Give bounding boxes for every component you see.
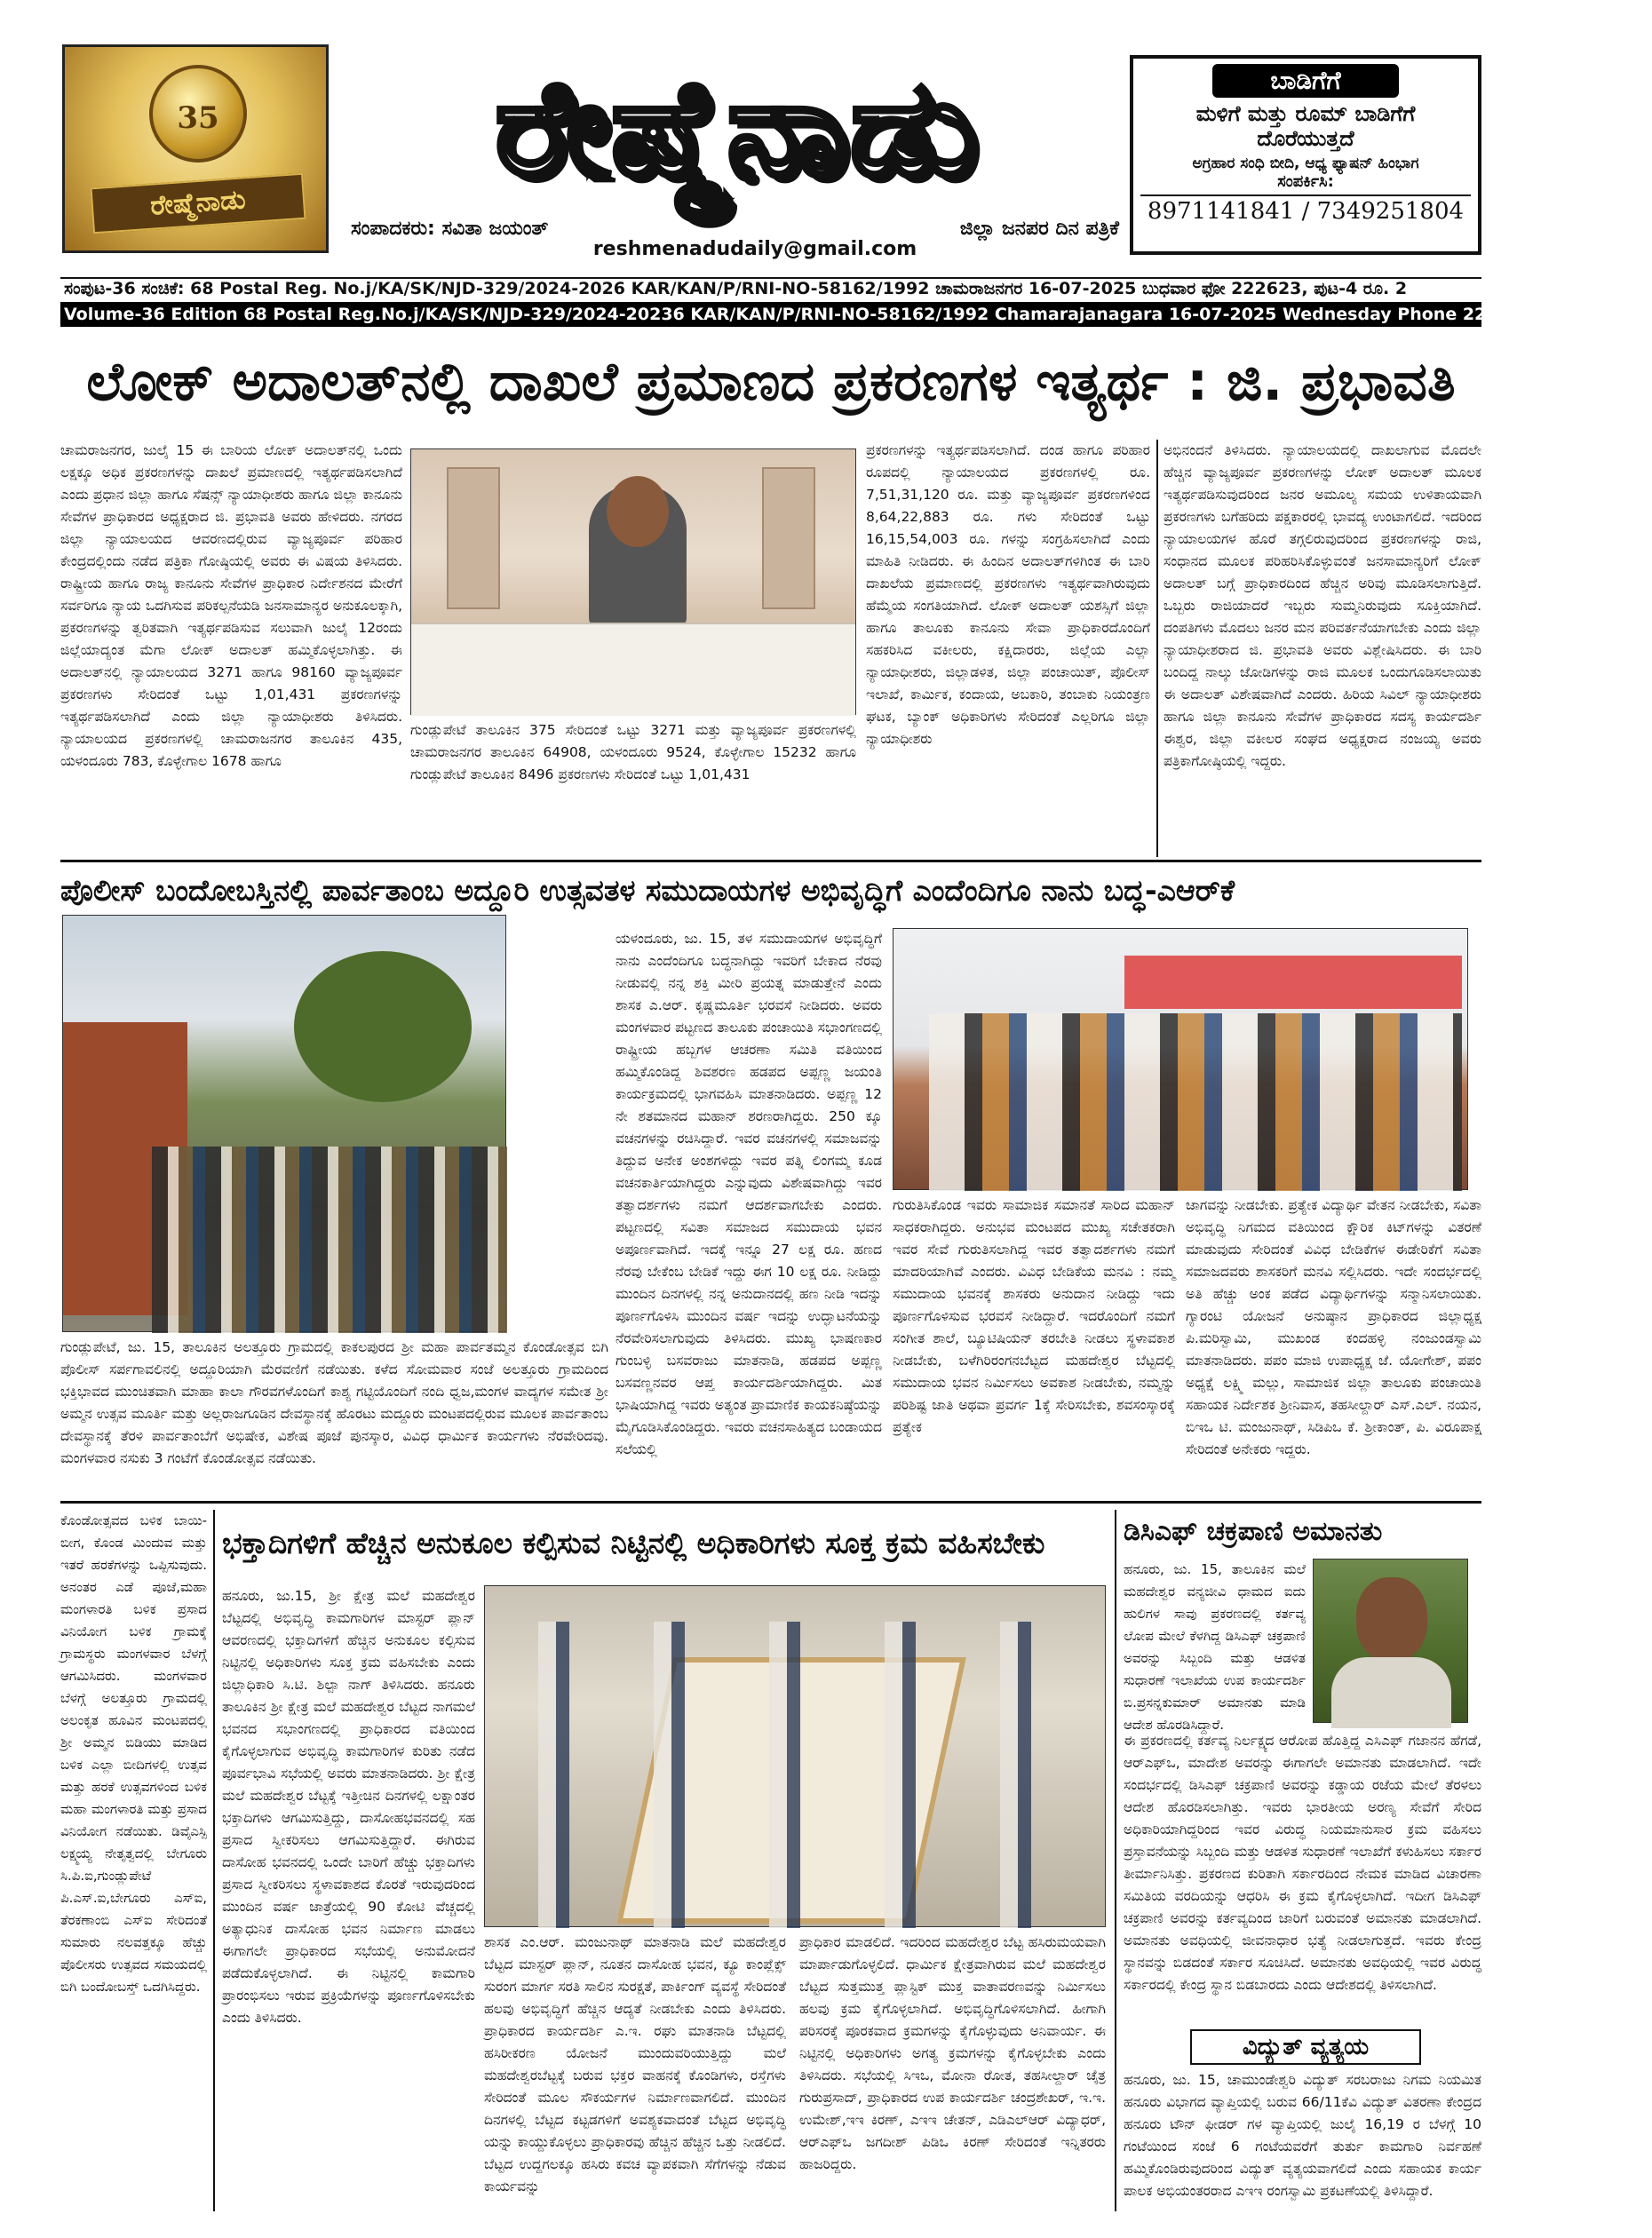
conference-meeting-photo [484, 1585, 1106, 1927]
editor-credit: ಸಂಪಾದಕರು: ಸವಿತಾ ಜಯಂತ್ [351, 218, 549, 240]
anniversary-medal-icon: 35 [149, 65, 247, 163]
dcf-headline: ಡಿಸಿಎಫ್ ಚಕ್ರಪಾಣಿ ಅಮಾನತು [1124, 1516, 1383, 1547]
ad-line: ಸಂಪರ್ಕಿಸಿ: [1277, 172, 1334, 191]
procession-photo [62, 915, 506, 1332]
procession-caption: ಗುಂಡ್ಲುಪೇಟೆ, ಜು. 15, ತಾಲೂಕಿನ ಅಲತ್ತೂರು ಗ್ರಾಮದಲ್ಲಿ ಕಾಕಲಪುರದ ಶ್ರೀ ಮಹಾ ಪಾರ್ವತಮ್ಮನ ಕೊಂಡೋತ್ಸವ ಬಿಗಿ ಪೊಲೀಸ್ ಸರ್ಪಗಾವಲಿನಲ್ಲಿ ಅದ್ದೂರಿಯಾಗಿ ಮೆರವಣಿಗೆ ನಡೆಯಿತು. ಕಳೆದ ಸೋಮವಾರ ಸಂಜೆ ಅಲತ್ತೂರು ಗ್ರಾಮದಿಂದ ಭಕ್ತಿಭಾವದ ಮುಂಚಿತವಾಗಿ ಮಾಹಾ ಕಾಲಾ ಗೌರವಗಳೊಂದಿಗೆ ಕಾಶ್ಯ ಗಟ್ಟಿಯೊಂದಿಗೆ ನಂದಿ ಧ್ವಜ,ಮಂಗಳ ವಾದ್ಯಗಳ ಸಮೇತ ಶ್ರೀ ಅಮ್ಮನ ಉತ್ಸವ ಮೂರ್ತಿ ಮತ್ತು ಅಲ್ಲರಾಜಗೂಡಿನ ದೇವಸ್ಥಾನಕ್ಕೆ ಹೊರಟು ಮದ್ದೂರು ಮಂಟಪದಲ್ಲಿರುವ ಮೂಲಕ ಪಾರ್ವತಾಂಬ ದೇವಸ್ಥಾನಕ್ಕೆ ತೆರಳಿ ಪಾರ್ವತಾಂಬೆಗೆ ಅಭಿಷೇಕ, ವಿಶೇಷ ಪೂಜೆ ಪುನಸ್ಕಾರ, ವಿವಿಧ ಧಾರ್ಮಿಕ ಕಾರ್ಯಗಳು ನೆರವೇರಿದವು. ಮಂಗಳವಾರ ನಸುಕು 3 ಗಂಟೆಗೆ ಕೊಂಡೋತ್ಸವ ನಡೆಯಿತು. [60, 1339, 608, 1466]
lead-story-photo [410, 448, 856, 715]
community-story-col3: ಜಾಗವನ್ನು ನೀಡಬೇಕು. ಪ್ರತ್ಯೇಕ ವಿದ್ಯಾರ್ಥಿ ವೇತನ ನೀಡಬೇಕು, ಸವಿತಾ ಅಭಿವೃದ್ಧಿ ನಿಗಮದ ವತಿಯಿಂದ ಕ್ಷೌರಿಕ ಕಿಟ್‌ಗಳನ್ನು ವಿತರಣೆ ಮಾಡುವುದು ಸೇರಿದಂತೆ ವಿವಿಧ ಬೇಡಿಕೆಗಳ ಈಡೇರಿಕೆಗೆ ಸವಿತಾ ಸಮಾಜದವರು ಶಾಸಕರಿಗೆ ಮನವಿ ಸಲ್ಲಿಸಿದರು. ಇದೇ ಸಂದರ್ಭದಲ್ಲಿ ಅತಿ ಹೆಚ್ಚು ಅಂಕ ಪಡೆದ ವಿದ್ಯಾರ್ಥಿಗಳನ್ನು ಸನ್ಮಾನಿಸಲಾಯಿತು. ಗ್ಯಾರಂಟಿ ಯೋಜನೆ ಅನುಷ್ಠಾನ ಪ್ರಾಧಿಕಾರದ ಜಿಲ್ಲಾಧ್ಯಕ್ಷ ಪಿ.ಮರಿಸ್ವಾಮಿ, ಮುಖಂಡ ಕಂದಹಳ್ಳಿ ನಂಜುಂಡಸ್ವಾಮಿ ಮಾತನಾಡಿದರು. ಪಪಂ ಮಾಜಿ ಉಪಾಧ್ಯಕ್ಷ ಜೆ. ಯೋಗೇಶ್, ಪಪಂ ಅಧ್ಯಕ್ಷೆ ಲಕ್ಷ್ಮಿ ಮಲ್ಲು, ಸಾಮಾಜಿಕ ಜಿಲ್ಲಾ ತಾಲೂಕು ಪಂಚಾಯಿತಿ ಸಹಾಯಕ ನಿರ್ದೇಶಕ ಶ್ರೀನಿವಾಸ, ತಹಸೀಲ್ದಾರ್ ಎಸ್.ಎಲ್. ನಯನ, ಬಿಇಒ ಟಿ. ಮಂಜುನಾಥ್, ಸಿಡಿಪಿಒ ಕೆ. ಶ್ರೀಕಾಂತ್, ಪಿ. ವಿರೂಪಾಕ್ಷ ಸೇರಿದಂತೆ ಅನೇಕರು ಇದ್ದರು. [1186, 1197, 1481, 1457]
ad-line: ಮಳಿಗೆ ಮತ್ತು ರೂಮ್ ಬಾಡಿಗೆಗೆ [1195, 101, 1416, 126]
lead-story-col4: ಅಭಿನಂದನೆ ತಿಳಿಸಿದರು. ನ್ಯಾಯಾಲಯದಲ್ಲಿ ದಾಖಲಾಗುವ ಮೊದಲೇ ಹೆಚ್ಚಿನ ವ್ಯಾಜ್ಯಪೂರ್ವ ಪ್ರಕರಣಗಳನ್ನು ಲೋಕ್ ಅದಾಲತ್ ಮೂಲಕ ಇತ್ಯರ್ಥಪಡಿಸುವುದರಿಂದ ಜನರ ಅಮೂಲ್ಯ ಸಮಯ ಉಳಿತಾಯವಾಗಿ ಪ್ರಕರಣಗಳು ಬಗೆಹರಿದು ಪಕ್ಷಕಾರರಲ್ಲಿ ಭಾವದ್ಯ ಉಂಟಾಗಲಿದೆ. ಇದರಿಂದ ನ್ಯಾಯಾಲಯಗಳ ಹೊರೆ ತಗ್ಗಲಿರುವುದರಿಂದ ಪ್ರಕರಣಗಳನ್ನು ರಾಜಿ, ಸಂಧಾನದ ಮೂಲಕ ಪರಿಹರಿಸಿಕೊಳ್ಳುವಂತೆ ಜನಸಾಮಾನ್ಯರಿಗೆ ಲೋಕ್ ಅದಾಲತ್ ಬಗ್ಗೆ ಪ್ರಾಧಿಕಾರದಿಂದ ಹೆಚ್ಚಿನ ಅರಿವು ಮೂಡಿಸಲಾಗುತ್ತಿದೆ. ಒಬ್ಬರು ರಾಜಿಯಾದರೆ ಇಬ್ಬರು ಸುಮ್ಮನಿರುವುದು ಸೂಕ್ತಿಯಾಗಿದೆ. ದಂಪತಿಗಳು ಮೊದಲು ಜನರ ಮನ ಪರಿವರ್ತನೆಯಾಗಬೇಕು ಎಂದು ಜಿಲ್ಲಾ ನ್ಯಾಯಾಧೀಶರಾದ ಜಿ. ಪ್ರಭಾವತಿ ಅವರು ವಿಶ್ಲೇಷಿಸಿದರು. ಈ ಬಾರಿ ಬಂದಿದ್ದ ನಾಲ್ಕು ಜೋಡಿಗಳನ್ನು ರಾಜಿ ಮೂಲಕ ಒಂದುಗೂಡಿಸಲಾಯಿತು ಈ ಅದಾಲತ್ ವಿಶೇಷವಾಗಿದೆ ಎಂದರು. ಹಿರಿಯ ಸಿವಿಲ್ ನ್ಯಾಯಾಧೀಶರು ಹಾಗೂ ಜಿಲ್ಲಾ ಕಾನೂನು ಸೇವೆಗಳ ಪ್ರಾಧಿಕಾರದ ಸದಸ್ಯ ಕಾರ್ಯದರ್ಶಿ ಈಶ್ವರ, ಜಿಲ್ಲಾ ವಕೀಲರ ಸಂಘದ ಅಧ್ಯಕ್ಷರಾದ ನಂಜಯ್ಯ ಅವರು ಪತ್ರಿಕಾಗೋಷ್ಠಿಯಲ್ಲಿ ಇದ್ದರು. [1164, 442, 1481, 769]
ad-title: ಬಾಡಿಗೆಗೆ [1212, 64, 1399, 98]
lead-headline: ಲೋಕ್ ಅದಾಲತ್‌ನಲ್ಲಿ ದಾಖಲೆ ಪ್ರಮಾಣದ ಪ್ರಕರಣಗಳ ಇತ್ಯರ್ಥ : ಜಿ. ಪ್ರಭಾವತಿ [86, 351, 1456, 413]
community-headline: ತಳ ಸಮುದಾಯಗಳ ಅಭಿವೃದ್ಧಿಗೆ ಎಂದೆಂದಿಗೂ ನಾನು ಬದ್ಧ-ಎಆರ್‌ಕೆ [604, 873, 1235, 908]
lead-photo-caption: ಗುಂಡ್ಲುಪೇಟೆ ತಾಲೂಕಿನ 375 ಸೇರಿದಂತೆ ಒಟ್ಟು 3271 ಮತ್ತು ವ್ಯಾಜ್ಯಪೂರ್ವ ಪ್ರಕರಣಗಳಲ್ಲಿ ಚಾಮರಾಜನಗರ ತಾಲೂಕಿನ 64908, ಯಳಂದೂರು 9524, ಕೊಳ್ಳೇಗಾಲ 15232 ಹಾಗೂ ಗುಂಡ್ಲುಪೇಟೆ ತಾಲೂಕಿನ 8496 ಪ್ರಕರಣಗಳು ಸೇರಿದಂತೆ ಒಟ್ಟು 1,01,431 [410, 722, 856, 782]
community-story-col1: ಯಳಂದೂರು, ಜು. 15, ತಳ ಸಮುದಾಯಗಳ ಅಭಿವೃದ್ಧಿಗೆ ನಾನು ಎಂದೆಂದಿಗೂ ಬದ್ಧನಾಗಿದ್ದು ಇವರಿಗೆ ಬೇಕಾದ ನೆರವು ನೀಡುವಲ್ಲಿ ನನ್ನ ಶಕ್ತಿ ಮೀರಿ ಪ್ರಯತ್ನ ಮಾಡುತ್ತೇನೆ ಎಂದು ಶಾಸಕ ಎ.ಆರ್. ಕೃಷ್ಣಮೂರ್ತಿ ಭರವಸೆ ನೀಡಿದರು. ಅವರು ಮಂಗಳವಾರ ಪಟ್ಟಣದ ತಾಲೂಕು ಪಂಚಾಯಿತಿ ಸಭಾಂಗಣದಲ್ಲಿ ರಾಷ್ಟ್ರೀಯ ಹಬ್ಬಗಳ ಆಚರಣಾ ಸಮಿತಿ ವತಿಯಿಂದ ಹಮ್ಮಿಕೊಂಡಿದ್ದ ಶಿವಶರಣ ಹಡಪದ ಅಪ್ಪಣ್ಣ ಜಯಂತಿ ಕಾರ್ಯಕ್ರಮದಲ್ಲಿ ಭಾಗವಹಿಸಿ ಮಾತನಾಡಿದರು. ಅಪ್ಪಣ್ಣ 12 ನೇ ಶತಮಾನದ ಮಹಾನ್ ಶರಣರಾಗಿದ್ದರು. 250 ಕ್ಕೂ ವಚನಗಳನ್ನು ರಚಿಸಿದ್ದಾರೆ. ಇವರ ವಚನಗಳಲ್ಲಿ ಸಮಾಜವನ್ನು ತಿದ್ದುವ ಅನೇಕ ಅಂಶಗಳಿದ್ದು ಇವರ ಪತ್ನಿ ಲಿಂಗಮ್ಮ ಕೂಡ ವಚನಕಾರ್ತಿಯಾಗಿದ್ದರು ಎನ್ನುವುದು ವಿಶೇಷವಾಗಿದ್ದು ಇವರ ತತ್ವಾದರ್ಶಗಳು ನಮಗೆ ಆದರ್ಶವಾಗಬೇಕು ಎಂದರು. ಪಟ್ಟಣದಲ್ಲಿ ಸವಿತಾ ಸಮಾಜದ ಸಮುದಾಯ ಭವನ ಅಪೂರ್ಣವಾಗಿದೆ. ಇದಕ್ಕೆ ಇನ್ನೂ 27 ಲಕ್ಷ ರೂ. ಹಣದ ನೆರವು ಬೇಕೆಂಬ ಬೇಡಿಕೆ ಇದ್ದು ಈಗ 10 ಲಕ್ಷ ರೂ. ನೀಡಿದ್ದು ಮುಂದಿನ ದಿನಗಳಲ್ಲಿ ನನ್ನ ಅನುದಾನದಲ್ಲಿ ಹಣ ನೀಡಿ ಇದನ್ನು ಪೂರ್ಣಗೊಳಿಸಿ ಮುಂದಿನ ವರ್ಷ ಇದನ್ನು ಉದ್ಘಾಟನೆಯನ್ನು ನೆರವೇರಿಸಲಾಗುವುದು ತಿಳಿಸಿದರು. ಮುಖ್ಯ ಭಾಷಣಕಾರ ಗುಂಬಳ್ಳಿ ಬಸವರಾಜು ಮಾತನಾಡಿ, ಹಡಪದ ಅಪ್ಪಣ್ಣ ಬಸವಣ್ಣನವರ ಆಪ್ತ ಕಾರ್ಯದರ್ಶಿಯಾಗಿದ್ದರು. ಮಿತ ಭಾಷಿಯಾಗಿದ್ದ ಇವರು ಅತ್ಯಂತ ಪ್ರಾಮಾಣಿಕ ಕಾಯಕನಿಷ್ಠೆಯನ್ನು ಮೈಗೂಡಿಸಿಕೊಂಡಿದ್ದರು. ಇವರು ವಚನಸಾಹಿತ್ಯದ ಬಂಡಾಯದ ಸಲೆಯಲ್ಲಿ [616, 931, 882, 1457]
logo-banner: ರೇಷ್ಮೆನಾಡು [90, 173, 306, 234]
column-divider [1156, 440, 1158, 857]
devotees-story-col3: ಪ್ರಾಧಿಕಾರ ಮಾಡಲಿದೆ. ಇದರಿಂದ ಮಹದೇಶ್ವರ ಬೆಟ್ಟ ಹಸಿರುಮಯವಾಗಿ ಮಾರ್ಪಾಡುಗೊಳ್ಳಲಿದೆ. ಧಾರ್ಮಿಕ ಕ್ಷೇತ್ರವಾಗಿರುವ ಮಲೆ ಮಹದೇಶ್ವರ ಬೆಟ್ಟದ ಸುತ್ತಮುತ್ತ ಪ್ಲಾಸ್ಟಿಕ್ ಮುಕ್ತ ವಾತಾವರಣವನ್ನು ನಿರ್ಮಿಸಲು ಹಲವು ಕ್ರಮ ಕೈಗೊಳ್ಳಲಾಗಿದೆ. ಅಭಿವೃದ್ಧಿಗೊಳಿಸಲಾಗಿದೆ. ಹೀಗಾಗಿ ಪರಿಸರಕ್ಕೆ ಪೂರಕವಾದ ಕ್ರಮಗಳನ್ನು ಕೈಗೊಳ್ಳುವುದು ಅನಿವಾರ್ಯ. ಈ ನಿಟ್ಟಿನಲ್ಲಿ ಅಧಿಕಾರಿಗಳು ಅಗತ್ಯ ಕ್ರಮಗಳನ್ನು ಕೈಗೊಳ್ಳಬೇಕು ಎಂದು ತಿಳಿಸಿದರು. ಸಭೆಯಲ್ಲಿ ಸಿಇಒ, ಮೋನಾ ರೋತ, ತಹಸೀಲ್ದಾರ್ ಚೈತ್ರ ಗುರುಪ್ರಸಾದ್, ಪ್ರಾಧಿಕಾರದ ಉಪ ಕಾರ್ಯದರ್ಶಿ ಚಂದ್ರಶೇಖರ್, ಇ.ಇ. ಉಮೇಶ್,ಇಇ ಕಿರಣ್, ಎಇಇ ಚೇತನ್, ಎಡಿಎಲ್‌ಆರ್ ವಿದ್ಯಾಧರ್, ಆರ್‌ಎಫ್‌ಒ ಜಗದೀಶ್ ಪಿಡಿಒ ಕಿರಣ್ ಸೇರಿದಂತೆ ಇನ್ನಿತರರು ಹಾಜರಿದ್ದರು. [799, 1934, 1106, 2172]
paper-email: reshmenadudaily@gmail.com [592, 238, 917, 260]
festival-continuation: ಕೊಂಡೋತ್ಸವದ ಬಳಿಕ ಬಾಯಿ-ಬೀಗ, ಕೊಂಡ ಮಿಂದುವ ಮತ್ತು ಇತರೆ ಹರಕೆಗಳನ್ನು ಒಪ್ಪಿಸುವುದು. ಅನಂತರ ಎಡೆ ಪೂಜೆ,ಮಹಾ ಮಂಗಳಾರತಿ ಬಳಿಕ ಪ್ರಸಾದ ವಿನಿಯೋಗ ಬಳಿಕ ಗ್ರಾಮಕ್ಕೆ ಗ್ರಾಮಸ್ಥರು ಮಂಗಳವಾರ ಬೆಳಗ್ಗೆ ಆಗಮಿಸಿದರು. ಮಂಗಳವಾರ ಬೆಳಗ್ಗೆ ಅಲತ್ತೂರು ಗ್ರಾಮದಲ್ಲಿ ಅಲಂಕೃತ ಹೂವಿನ ಮಂಟಪದಲ್ಲಿ ಶ್ರೀ ಅಮ್ಮನ ಬಿಡಿಯು ಮಾಡಿದ ಬಳಿಕ ಎಲ್ಲಾ ಬೀದಿಗಳಲ್ಲಿ ಉತ್ಸವ ಮತ್ತು ಹರಕೆ ಉತ್ಸವಗಳಿಂದ ಬಳಿಕ ಮಹಾ ಮಂಗಳಾರತಿ ಮತ್ತು ಪ್ರಸಾದ ವಿನಿಯೋಗ ನಡೆಯಿತು. ಡಿವೈಎಸ್ಪಿ ಲಕ್ಷ್ಮಯ್ಯ ನೇತೃತ್ವದಲ್ಲಿ ಬೇಗೂರು ಸಿ.ಪಿ.ಐ,ಗುಂಡ್ಲುಪೇಟೆ ಪಿ.ಎಸ್.ಐ,ಬೇಗೂರು ಎಸ್‌ಐ, ತೆರಕಣಾಂಬಿ ಎಸ್‌ಐ ಸೇರಿದಂತೆ ಸುಮಾರು ನಲವತ್ತಕ್ಕೂ ಹೆಚ್ಚು ಪೊಲೀಸರು ಉತ್ಸವದ ಸಮಯದಲ್ಲಿ ಬಿಗಿ ಬಂದೋಬಸ್ತ್ ಒದಗಿಸಿದ್ದರು. [60, 1512, 207, 1995]
ad-line: ಅಗ್ರಹಾರ ಸಂಧಿ ಬೀದಿ, ಆಧ್ಯ ಫ್ಯಾಷನ್ ಹಿಂಭಾಗ [1192, 155, 1419, 172]
newspaper-logo [62, 44, 329, 253]
power-cut-story: ಹನೂರು, ಜು. 15, ಚಾಮುಂಡೇಶ್ವರಿ ವಿದ್ಯುತ್ ಸರಬರಾಜು ನಿಗಮ ನಿಯಮಿತ ಹನೂರು ವಿಭಾಗದ ವ್ಯಾಪ್ತಿಯಲ್ಲಿ ಬರುವ 66/11ಕೆವಿ ವಿದ್ಯುತ್ ವಿತರಣಾ ಕೇಂದ್ರದ ಹನೂರು ಟೌನ್ ಫೀಡರ್ ಗಳ ವ್ಯಾಪ್ತಿಯಲ್ಲಿ ಜುಲೈ 16,19 ರ ಬೆಳಗ್ಗೆ 10 ಗಂಟೆಯಿಂದ ಸಂಜೆ 6 ಗಂಟೆಯವರೆಗೆ ತುರ್ತು ಕಾಮಗಾರಿ ನಿರ್ವಹಣೆ ಹಮ್ಮಿಕೊಂಡಿರುವುದರಿಂದ ವಿದ್ಯುತ್ ವ್ಯತ್ಯಯವಾಗಲಿದೆ ಎಂದು ಸಹಾಯಕ ಕಾರ್ಯ ಪಾಲಕ ಅಭಿಯಂತರರಾದ ಎಇಇ ರಂಗಸ್ವಾಮಿ ಪ್ರಕಟಣೆಯಲ್ಲಿ ತಿಳಿಸಿದ್ದಾರೆ. [1124, 2072, 1481, 2199]
lead-story-col3: ಪ್ರಕರಣಗಳನ್ನು ಇತ್ಯರ್ಥಪಡಿಸಲಾಗಿದೆ. ದಂಡ ಹಾಗೂ ಪರಿಹಾರ ರೂಪದಲ್ಲಿ ನ್ಯಾಯಾಲಯದ ಪ್ರಕರಣಗಳಲ್ಲಿ ರೂ. 7,51,31,120 ರೂ. ಮತ್ತು ವ್ಯಾಜ್ಯಪೂರ್ವ ಪ್ರಕರಣಗಳಿಂದ 8,64,22,883 ರೂ. ಗಳು ಸೇರಿದಂತೆ ಒಟ್ಟು 16,15,54,003 ರೂ. ಗಳನ್ನು ಸಂಗ್ರಹಿಸಲಾಗಿದೆ ಎಂದು ಮಾಹಿತಿ ನೀಡಿದರು. ಈ ಹಿಂದಿನ ಅದಾಲತ್‌ಗಳಿಗಿಂತ ಈ ಬಾರಿ ದಾಖಲೆಯ ಪ್ರಮಾಣದಲ್ಲಿ ಪ್ರಕರಣಗಳು ಇತ್ಯರ್ಥವಾಗಿರುವುದು ಹೆಮ್ಮೆಯ ಸಂಗತಿಯಾಗಿದೆ. ಲೋಕ್ ಅದಾಲತ್ ಯಶಸ್ಸಿಗೆ ಜಿಲ್ಲಾ ಹಾಗೂ ತಾಲೂಕು ಕಾನೂನು ಸೇವಾ ಪ್ರಾಧಿಕಾರದೊಂದಿಗೆ ಸಹಕರಿಸಿದ ವಕೀಲರು, ಕಕ್ಷಿದಾರರು, ಜಿಲ್ಲೆಯ ಎಲ್ಲಾ ನ್ಯಾಯಾಧೀಶರು, ಜಿಲ್ಲಾಡಳಿತ, ಜಿಲ್ಲಾ ಪಂಚಾಯಿತ್, ಪೊಲೀಸ್ ಇಲಾಖೆ, ಕಾರ್ಮಿಕ, ಕಂದಾಯ, ಅಬಕಾರಿ, ತಂಬಾಕು ನಿಯಂತ್ರಣ ಘಟಕ, ಬ್ಯಾಂಕ್ ಅಧಿಕಾರಿಗಳು ಸೇರಿದಂತೆ ಎಲ್ಲರಿಗೂ ಜಿಲ್ಲಾ ನ್ಯಾಯಾಧೀಶರು [866, 442, 1150, 747]
ad-phone-numbers: 8971141841 / 7349251804 [1140, 194, 1471, 225]
devotees-story-col1: ಹನೂರು, ಜು.15, ಶ್ರೀ ಕ್ಷೇತ್ರ ಮಲೆ ಮಹದೇಶ್ವರ ಬೆಟ್ಟದಲ್ಲಿ ಅಭಿವೃದ್ಧಿ ಕಾಮಗಾರಿಗಳ ಮಾಸ್ಟರ್ ಪ್ಲಾನ್ ಆವರಣದಲ್ಲಿ ಭಕ್ತಾದಿಗಳಿಗೆ ಹೆಚ್ಚಿನ ಅನುಕೂಲ ಕಲ್ಪಿಸುವ ನಿಟ್ಟಿನಲ್ಲಿ ಅಧಿಕಾರಿಗಳು ಸೂಕ್ತ ಕ್ರಮ ವಹಿಸಬೇಕು ಎಂದು ಜಿಲ್ಲಾಧಿಕಾರಿ ಸಿ.ಟಿ. ಶಿಲ್ಪಾ ನಾಗ್ ತಿಳಿಸಿದರು. ಹನೂರು ತಾಲೂಕಿನ ಶ್ರೀ ಕ್ಷೇತ್ರ ಮಲೆ ಮಹದೇಶ್ವರ ಬೆಟ್ಟದ ನಾಗಮಲೆ ಭವನದ ಸಭಾಂಗಣದಲ್ಲಿ ಪ್ರಾಧಿಕಾರದ ವತಿಯಿಂದ ಕೈಗೊಳ್ಳಲಾಗುವ ಅಭಿವೃದ್ಧಿ ಕಾಮಗಾರಿಗಳ ಕುರಿತು ನಡೆದ ಪೂರ್ವಭಾವಿ ಸಭೆಯಲ್ಲಿ ಅವರು ಮಾತನಾಡಿದರು. ಶ್ರೀ ಕ್ಷೇತ್ರ ಮಲೆ ಮಹದೇಶ್ವರ ಬೆಟ್ಟಕ್ಕೆ ಇತ್ತೀಚಿನ ದಿನಗಳಲ್ಲಿ ಲಕ್ಷಾಂತರ ಭಕ್ತಾದಿಗಳು ಆಗಮಿಸುತ್ತಿದ್ದು, ದಾಸೋಹಭವನದಲ್ಲಿ ಸಹ ಪ್ರಸಾದ ಸ್ವೀಕರಿಸಲು ಆಗಮಿಸುತ್ತಿದ್ದಾರೆ. ಈಗಿರುವ ದಾಸೋಹ ಭವನದಲ್ಲಿ ಒಂದೇ ಬಾರಿಗೆ ಹೆಚ್ಚು ಭಕ್ತಾದಿಗಳು ಪ್ರಸಾದ ಸ್ವೀಕರಿಸಲು ಸ್ಥಳಾವಕಾಶದ ಕೊರತೆ ಇರುವುದರಿಂದ ಮುಂದಿನ ವರ್ಷ ಜಾತ್ರೆಯಲ್ಲಿ 90 ಕೋಟಿ ವೆಚ್ಚದಲ್ಲಿ ಅತ್ಯಾಧುನಿಕ ದಾಸೋಹ ಭವನ ನಿರ್ಮಾಣ ಮಾಡಲು ಈಗಾಗಲೇ ಪ್ರಾಧಿಕಾರದ ಸಭೆಯಲ್ಲಿ ಅನುಮೋದನೆ ಪಡೆದುಕೊಳ್ಳಲಾಗಿದೆ. ಈ ನಿಟ್ಟಿನಲ್ಲಿ ಕಾಮಗಾರಿ ಪ್ರಾರಂಭಿಸಲು ಇರುವ ಪ್ರಕ್ರಿಯೆಗಳನ್ನು ಪೂರ್ಣಗೊಳಿಸಬೇಕು ಎಂದು ತಿಳಿಸಿದರು. [222, 1588, 475, 2026]
newspaper-title: ರೇಷ್ಮೆನಾಡು [495, 52, 980, 206]
power-cut-headline: ವಿದ್ಯುತ್ ವ್ಯತ್ಯಯ [1190, 2029, 1421, 2065]
issue-info-english: Volume-36 Edition 68 Postal Reg.No.j/KA/SK/NJD-329/2024-20236 KAR/KAN/P/RNI-NO-58162/1992 Chamarajanagara 16-07-2025 Wednesday Phone 222623 Page-4 Rs.2 [60, 302, 1481, 327]
column-divider [1115, 1510, 1116, 2211]
procession-headline: ಪೊಲೀಸ್ ಬಂದೋಬಸ್ತಿನಲ್ಲಿ ಪಾರ್ವತಾಂಬ ಅದ್ದೂರಿ ಉತ್ಸವ [60, 873, 604, 908]
ad-line: ದೊರೆಯುತ್ತದೆ [1257, 126, 1354, 151]
dcf-story-top: ಹನೂರು, ಜು. 15, ತಾಲೂಕಿನ ಮಲೆ ಮಹದೇಶ್ವರ ವನ್ಯಜೀವಿ ಧಾಮದ ಐದು ಹುಲಿಗಳ ಸಾವು ಪ್ರಕರಣದಲ್ಲಿ ಕರ್ತವ್ಯ ಲೋಪ ಮೇಲೆ ಕೆಳಗಿದ್ದ ಡಿಸಿಎಫ್ ಚಕ್ರಪಾಣಿ ಅವರನ್ನು ಸಿಬ್ಬಂದಿ ಮತ್ತು ಆಡಳಿತ ಸುಧಾರಣೆ ಇಲಾಖೆಯ ಉಪ ಕಾರ್ಯದರ್ಶಿ ಬಿ.ಪ್ರಸನ್ನಕುಮಾರ್ ಅಮಾನತು ಮಾಡಿ ಆದೇಶ ಹೊರಡಿಸಿದ್ದಾರೆ. [1124, 1561, 1306, 1733]
dcf-story-bottom: ಈ ಪ್ರಕರಣದಲ್ಲಿ ಕರ್ತವ್ಯ ನಿರ್ಲಕ್ಷ್ಯದ ಆರೋಪ ಹೊತ್ತಿದ್ದ ಎಸಿಎಫ್ ಗಜಾನನ ಹೆಗಡೆ, ಆರ್‌ಎಫ್‌ಒ, ಮಾದೇಶ ಅವರನ್ನು ಈಗಾಗಲೇ ಅಮಾನತು ಮಾಡಲಾಗಿದೆ. ಇದೇ ಸಂದರ್ಭದಲ್ಲಿ ಡಿಸಿಎಫ್ ಚಕ್ರಪಾಣಿ ಅವರನ್ನು ಕಡ್ಡಾಯ ರಜೆಯ ಮೇಲೆ ತೆರಳಲು ಆದೇಶ ಹೊರಡಿಸಲಾಗಿತ್ತು. ಇವರು ಭಾರತೀಯ ಅರಣ್ಯ ಸೇವೆಗೆ ಸೇರಿದ ಅಧಿಕಾರಿಯಾಗಿದ್ದರಿಂದ ಇವರ ವಿರುದ್ಧ ನಿಯಮಾನುಸಾರ ಕ್ರಮ ವಹಿಸಲು ಪ್ರಸ್ತಾವನೆಯನ್ನು ಸಿಬ್ಬಂದಿ ಮತ್ತು ಆಡಳಿತ ಸುಧಾರಣೆ ಇಲಾಖೆಗೆ ಕಳುಹಿಸಲು ಸರ್ಕಾರ ತೀರ್ಮಾನಿಸಿತ್ತು. ಪ್ರಕರಣದ ಕುರಿತಾಗಿ ಸರ್ಕಾರದಿಂದ ನೇಮಕ ಮಾಡಿದ ವಿಚಾರಣಾ ಸಮಿತಿಯ ವರದಿಯನ್ನು ಆಧರಿಸಿ ಈ ಕ್ರಮ ಕೈಗೊಳ್ಳಲಾಗಿದೆ. ಇದೀಗ ಡಿಸಿಎಫ್ ಚಕ್ರಪಾಣಿ ಅವರನ್ನು ಕರ್ತವ್ಯದಿಂದ ಜಾರಿಗೆ ಬರುವಂತೆ ಅಮಾನತು ಮಾಡಲಾಗಿದೆ. ಅಮಾನತು ಅವಧಿಯಲ್ಲಿ ಜೀವನಾಧಾರ ಭತ್ಯೆ ನೀಡಲಾಗುತ್ತದೆ. ಇವರು ಕೇಂದ್ರ ಸ್ಥಾನವನ್ನು ಬಿಡದಂತೆ ಸರ್ಕಾರ ಸೂಚಿಸಿದೆ. ಅಮಾನತು ಅವಧಿಯಲ್ಲಿ ಇವರ ವಿರುದ್ಧ ಸರ್ಕಾರದಲ್ಲಿ ಕೇಂದ್ರ ಸ್ಥಾನ ಬಿಡಬಾರದು ಎಂದು ಆದೇಶದಲ್ಲಿ ತಿಳಿಸಲಾಗಿದೆ. [1124, 1733, 1481, 1993]
paper-tagline: ಜಿಲ್ಲಾ ಜನಪರ ದಿನ ಪತ್ರಿಕೆ [959, 218, 1119, 240]
issue-info-kannada: ಸಂಪುಟ-36 ಸಂಚಿಕೆ: 68 Postal Reg. No.j/KA/SK/NJD-329/2024-2026 KAR/KAN/P/RNI-NO-58162/1992 ಚಾಮರಾಜನಗರ 16-07-2025 ಬುಧವಾರ ಫೋ 222623, ಪುಟ-4 ರೂ. 2 [60, 277, 1481, 302]
community-story-col2: ಗುರುತಿಸಿಕೊಂಡ ಇವರು ಸಾಮಾಜಿಕ ಸಮಾನತೆ ಸಾರಿದ ಮಹಾನ್ ಸಾಧಕರಾಗಿದ್ದರು. ಅನುಭವ ಮಂಟಪದ ಮುಖ್ಯ ಸಚೇತಕರಾಗಿ ಇವರ ಸೇವೆ ಗುರುತಿಸಲಾಗಿದ್ದ ಇವರ ತತ್ವಾದರ್ಶಗಳು ನಮಗೆ ಮಾದರಿಯಾಗಿವೆ ಎಂದರು. ವಿವಿಧ ಬೇಡಿಕೆಯ ಮನವಿ : ನಮ್ಮ ಸಮುದಾಯ ಭವನಕ್ಕೆ ಶಾಸಕರು ಅನುದಾನ ನೀಡಿದ್ದು ಇದು ಪೂರ್ಣಗೊಳಿಸುವ ಭರವಸೆ ನೀಡಿದ್ದಾರೆ. ಇದರೊಂದಿಗೆ ನಮಗೆ ಸಂಗೀತ ಶಾಲೆ, ಬ್ಯೂಟಿಷಿಯನ್ ತರಬೇತಿ ನೀಡಲು ಸ್ಥಳಾವಕಾಶ ನೀಡಬೇಕು, ಬಳೆಗಿರಿರಂಗನಬೆಟ್ಟದ ಮಹದೇಶ್ವರ ಬೆಟ್ಟದಲ್ಲಿ ಸಮುದಾಯ ಭವನ ನಿರ್ಮಿಸಲು ಅವಕಾಶ ನೀಡಬೇಕು, ನಮ್ಮನ್ನು ಪರಿಶಿಷ್ಟ ಜಾತಿ ಅಥವಾ ಪ್ರವರ್ಗ 1ಕ್ಕೆ ಸೇರಿಸಬೇಕು, ಶವಸಂಸ್ಕಾರಕ್ಕೆ ಪ್ರತ್ಯೇಕ [893, 1197, 1175, 1435]
section-divider [60, 1501, 1481, 1504]
classified-ad [1130, 55, 1481, 255]
devotees-headline: ಭಕ್ತಾದಿಗಳಿಗೆ ಹೆಚ್ಚಿನ ಅನುಕೂಲ ಕಲ್ಪಿಸುವ ನಿಟ್ಟಿನಲ್ಲಿ ಅಧಿಕಾರಿಗಳು ಸೂಕ್ತ ಕ್ರಮ ವಹಿಸಬೇಕು [222, 1526, 1045, 1560]
devotees-story-col2: ಶಾಸಕ ಎಂ.ಆರ್. ಮಂಜುನಾಥ್ ಮಾತನಾಡಿ ಮಲೆ ಮಹದೇಶ್ವರ ಬೆಟ್ಟದ ಮಾಸ್ಟರ್ ಪ್ಲಾನ್, ನೂತನ ದಾಸೋಹ ಭವನ, ಕ್ಯೂ ಕಾಂಪ್ಲೆಕ್ಸ್ ಸುರಂಗ ಮಾರ್ಗ ಸರತಿ ಸಾಲಿನ ಸುರಕ್ಷತೆ, ಪಾರ್ಕಿಂಗ್ ವ್ಯವಸ್ಥೆ ಸೇರಿದಂತೆ ಹಲವು ಅಭಿವೃದ್ಧಿಗೆ ಹೆಚ್ಚಿನ ಆದ್ಯತೆ ನೀಡಬೇಕು ಎಂದು ತಿಳಿಸಿದರು. ಪ್ರಾಧಿಕಾರದ ಕಾರ್ಯದರ್ಶಿ ಎ.ಇ. ರಘು ಮಾತನಾಡಿ ಬೆಟ್ಟದಲ್ಲಿ ಹಸಿರೀಕರಣ ಯೋಜನೆ ಮುಂದುವರಿಯುತ್ತಿದ್ದು ಮಲೆ ಮಹದೇಶ್ವರಬೆಟ್ಟಕ್ಕೆ ಬರುವ ಭಕ್ತರ ವಾಹನಕ್ಕೆ ಕೊಂಡಿಗಳು, ರಸ್ತೆಗಳು ಸೇರಿದಂತೆ ಮೂಲ ಸೌಕರ್ಯಗಳ ನಿರ್ಮಾಣವಾಗಲಿದೆ. ಮುಂದಿನ ದಿನಗಳಲ್ಲಿ ಬೆಟ್ಟದ ಕಟ್ಟಡಗಳಿಗೆ ಅವಶ್ಯಕವಾದಂತೆ ಬೆಟ್ಟದ ಅಭಿವೃದ್ಧಿ ಯನ್ನು ಕಾಯ್ದುಕೊಳ್ಳಲು ಪ್ರಾಧಿಕಾರವು ಹೆಚ್ಚಿನ ಹೆಚ್ಚಿನ ಒತ್ತು ನೀಡಲಿದೆ. ಬೆಟ್ಟದ ಉದ್ದಗಲಕ್ಕೂ ಹಸಿರು ಕವಚ ವ್ಯಾಪಕವಾಗಿ ಸೆಗೆಗಳನ್ನು ನೆಡುವ ಕಾರ್ಯವನ್ನು [484, 1934, 786, 2194]
column-divider [213, 1510, 215, 2211]
dcf-portrait-photo [1313, 1559, 1468, 1723]
section-divider [60, 860, 1481, 862]
lead-story-col1: ಚಾಮರಾಜನಗರ, ಜುಲೈ 15 ಈ ಬಾರಿಯ ಲೋಕ್ ಅದಾಲತ್‌ನಲ್ಲಿ ಒಂದು ಲಕ್ಷಕ್ಕೂ ಅಧಿಕ ಪ್ರಕರಣಗಳನ್ನು ದಾಖಲೆ ಪ್ರಮಾಣದಲ್ಲಿ ಇತ್ಯರ್ಥಪಡಿಸಲಾಗಿದೆ ಎಂದು ಪ್ರಧಾನ ಜಿಲ್ಲಾ ಹಾಗೂ ಸೆಷನ್ಸ್ ನ್ಯಾಯಾಧೀಶರು ಹಾಗೂ ಜಿಲ್ಲಾ ಕಾನೂನು ಸೇವೆಗಳ ಪ್ರಾಧಿಕಾರದ ಅಧ್ಯಕ್ಷರಾದ ಜಿ. ಪ್ರಭಾವತಿ ಅವರು ಹೇಳಿದರು. ನಗರದ ಜಿಲ್ಲಾ ನ್ಯಾಯಾಲಯದ ಆವರಣದಲ್ಲಿರುವ ವ್ಯಾಜ್ಯಪೂರ್ವ ಪರಿಹಾರ ಕೇಂದ್ರದಲ್ಲಿಂದು ನಡೆದ ಪತ್ರಿಕಾ ಗೋಷ್ಠಿಯಲ್ಲಿ ಅವರು ಈ ವಿಷಯ ತಿಳಿಸಿದರು. ರಾಷ್ಟ್ರೀಯ ಹಾಗೂ ರಾಜ್ಯ ಕಾನೂನು ಸೇವೆಗಳ ಪ್ರಾಧಿಕಾರ ನಿರ್ದೇಶನದ ಮೇರೆಗೆ ಸರ್ವರಿಗೂ ನ್ಯಾಯ ಒದಗಿಸುವ ಪರಿಕಲ್ಪನೆಯಡಿ ಜನಸಾಮಾನ್ಯರ ಅನುಕೂಲಕ್ಕಾಗಿ, ಪ್ರಕರಣಗಳನ್ನು ತ್ವರಿತವಾಗಿ ಇತ್ಯರ್ಥಪಡಿಸುವ ಸಲುವಾಗಿ ಜುಲೈ 12ರಂದು ಜಿಲ್ಲೆಯಾದ್ಯಂತ ಮೆಗಾ ಲೋಕ್ ಅದಾಲತ್ ಹಮ್ಮಿಕೊಳ್ಳಲಾಗಿತ್ತು. ಈ ಅದಾಲತ್‌ನಲ್ಲಿ ನ್ಯಾಯಾಲಯದ 3271 ಹಾಗೂ 98160 ವ್ಯಾಜ್ಯಪೂರ್ವ ಪ್ರಕರಣಗಳು ಸೇರಿದಂತೆ ಒಟ್ಟು 1,01,431 ಪ್ರಕರಣಗಳನ್ನು ಇತ್ಯರ್ಥಪಡಿಸಲಾಗಿದೆ ಎಂದು ಜಿಲ್ಲಾ ನ್ಯಾಯಾಧೀಶರು ತಿಳಿಸಿದರು. ನ್ಯಾಯಾಲಯದ ಪ್ರಕರಣಗಳಲ್ಲಿ ಚಾಮರಾಜನಗರ ತಾಲೂಕಿನ 435, ಯಳಂದೂರು 783, ಕೊಳ್ಳೇಗಾಲ 1678 ಹಾಗೂ [60, 442, 402, 769]
community-meeting-photo [893, 928, 1468, 1190]
